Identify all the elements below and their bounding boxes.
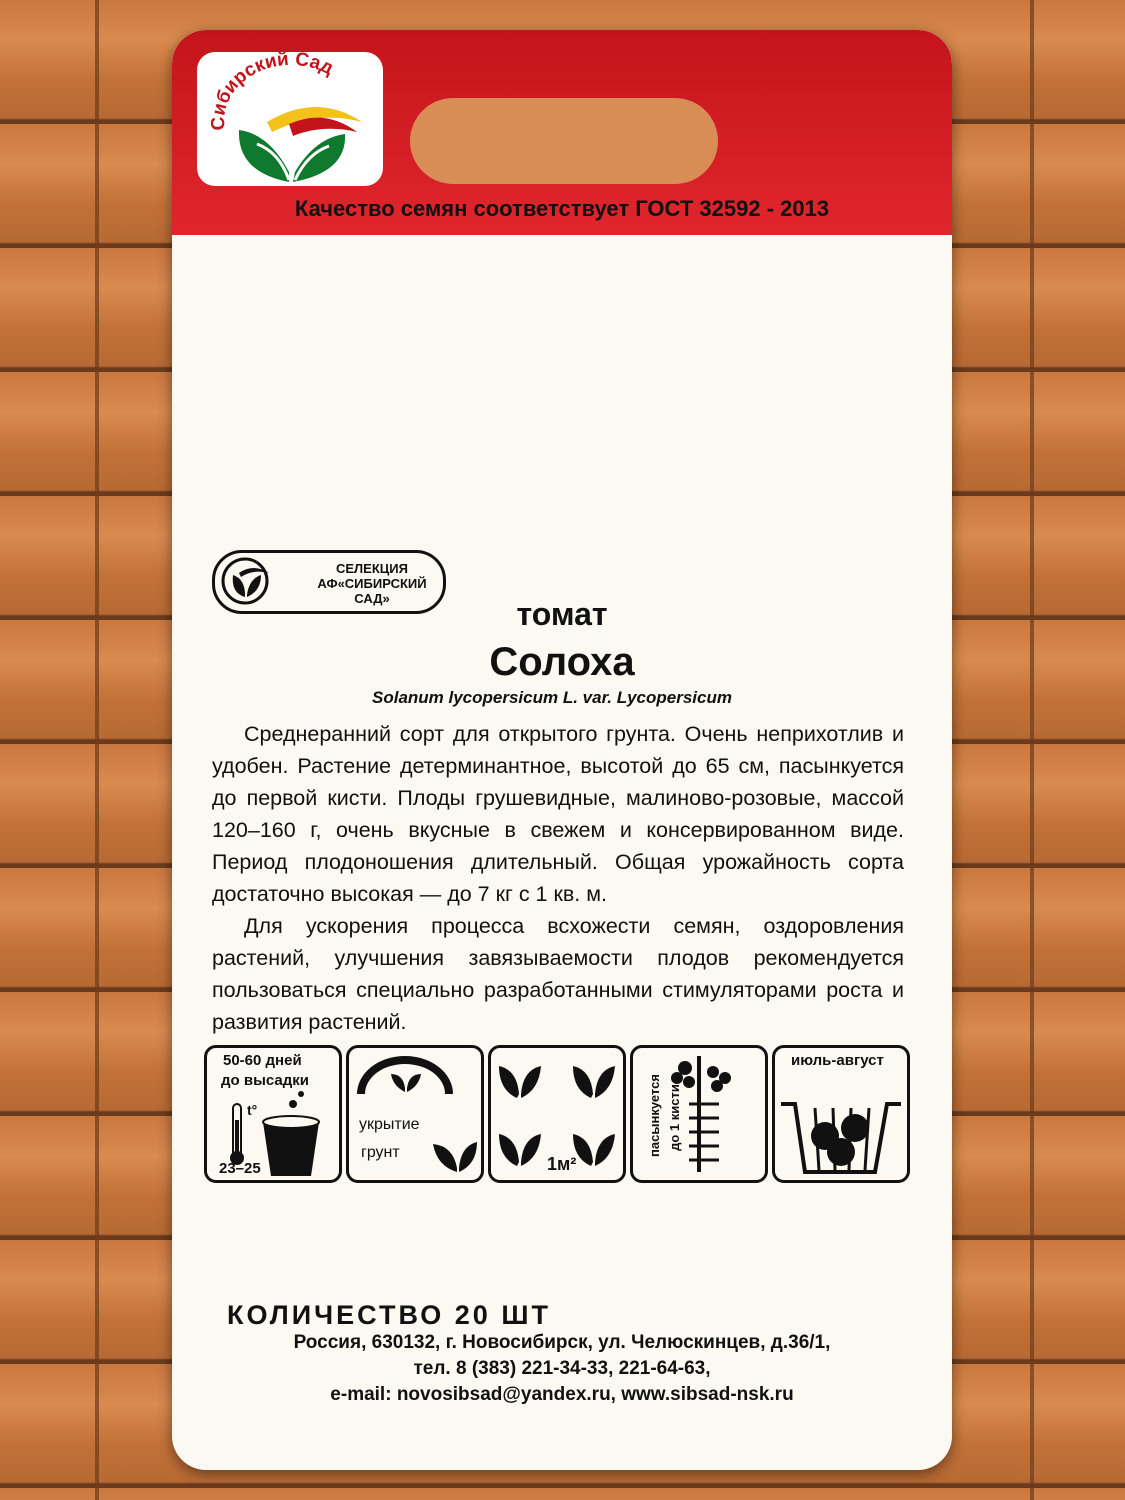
harvest-period-label: июль-август bbox=[791, 1052, 884, 1069]
temperature-range: 23–25 bbox=[219, 1160, 261, 1177]
basket-with-tomatoes-icon bbox=[775, 1048, 907, 1180]
selection-line-1: СЕЛЕКЦИЯ bbox=[336, 561, 408, 576]
variety-name: Солоха bbox=[489, 640, 635, 684]
wood-plank-seam bbox=[1030, 0, 1034, 1500]
wood-plank-seam bbox=[95, 0, 99, 1500]
crop-name: томат bbox=[516, 596, 608, 632]
pinching-label: пасынкуется bbox=[646, 1074, 662, 1157]
seedling-age-icon-box bbox=[204, 1045, 342, 1183]
quantity: КОЛИЧЕСТВО 20 ШТ bbox=[227, 1300, 551, 1330]
seed-packet bbox=[172, 30, 952, 1470]
brand-logo bbox=[197, 52, 383, 186]
pinching-icon-box bbox=[630, 1045, 768, 1183]
density-label: 1м² bbox=[547, 1154, 577, 1174]
planting-density-icon-box bbox=[488, 1045, 626, 1183]
description bbox=[212, 718, 904, 1038]
cover-icon-box bbox=[346, 1045, 484, 1183]
latin-name: Solanum lycopersicum L. var. Lycopersicum bbox=[372, 688, 732, 707]
pinching-cluster-label: до 1 кисти bbox=[666, 1084, 682, 1151]
description-paragraph: Среднеранний сорт для открытого грунта. Очень неприхотлив и удобен. Растение детерминантное, высотой до 65 см, пасынкуется до первой кисти. Плоды грушевидные, малиново-розовые, массой 120–160 г, очень вкусные в свежем и консервированном виде. Период плодоношения длительный. Общая урожайность сорта достаточно высокая — до 7 кг с 1 кв. м. bbox=[212, 722, 904, 906]
selection-line-2: АФ«СИБИРСКИЙ САД» bbox=[317, 576, 427, 606]
ground-label: грунт bbox=[361, 1144, 400, 1161]
temperature-symbol: t° bbox=[247, 1102, 258, 1118]
description-paragraph: Для ускорения процесса всхожести семян, оздоровления растений, улучшения завязываемости плодов рекомендуется пользоваться специально разработанными стимуляторами роста и развития растений. bbox=[212, 914, 904, 1034]
logo-text: Сибирский Сад bbox=[207, 52, 337, 131]
siberian-garden-logo-icon bbox=[197, 52, 383, 186]
cover-label: укрытие bbox=[359, 1116, 420, 1133]
harvest-icon-box bbox=[772, 1045, 910, 1183]
phone: тел. 8 (383) 221-34-33, 221-64-63, bbox=[413, 1358, 711, 1379]
address: Россия, 630132, г. Новосибирск, ул. Челюскинцев, д.36/1, bbox=[293, 1332, 831, 1353]
gost-statement: Качество семян соответствует ГОСТ 32592 - 2013 bbox=[294, 196, 830, 221]
web-email: e-mail: novosibsad@yandex.ru, www.sibsad-nsk.ru bbox=[330, 1384, 794, 1405]
seedling-before-planting-label: до высадки bbox=[221, 1072, 310, 1089]
seedling-days-label: 50-60 дней bbox=[223, 1052, 302, 1069]
hang-slot bbox=[410, 98, 718, 184]
